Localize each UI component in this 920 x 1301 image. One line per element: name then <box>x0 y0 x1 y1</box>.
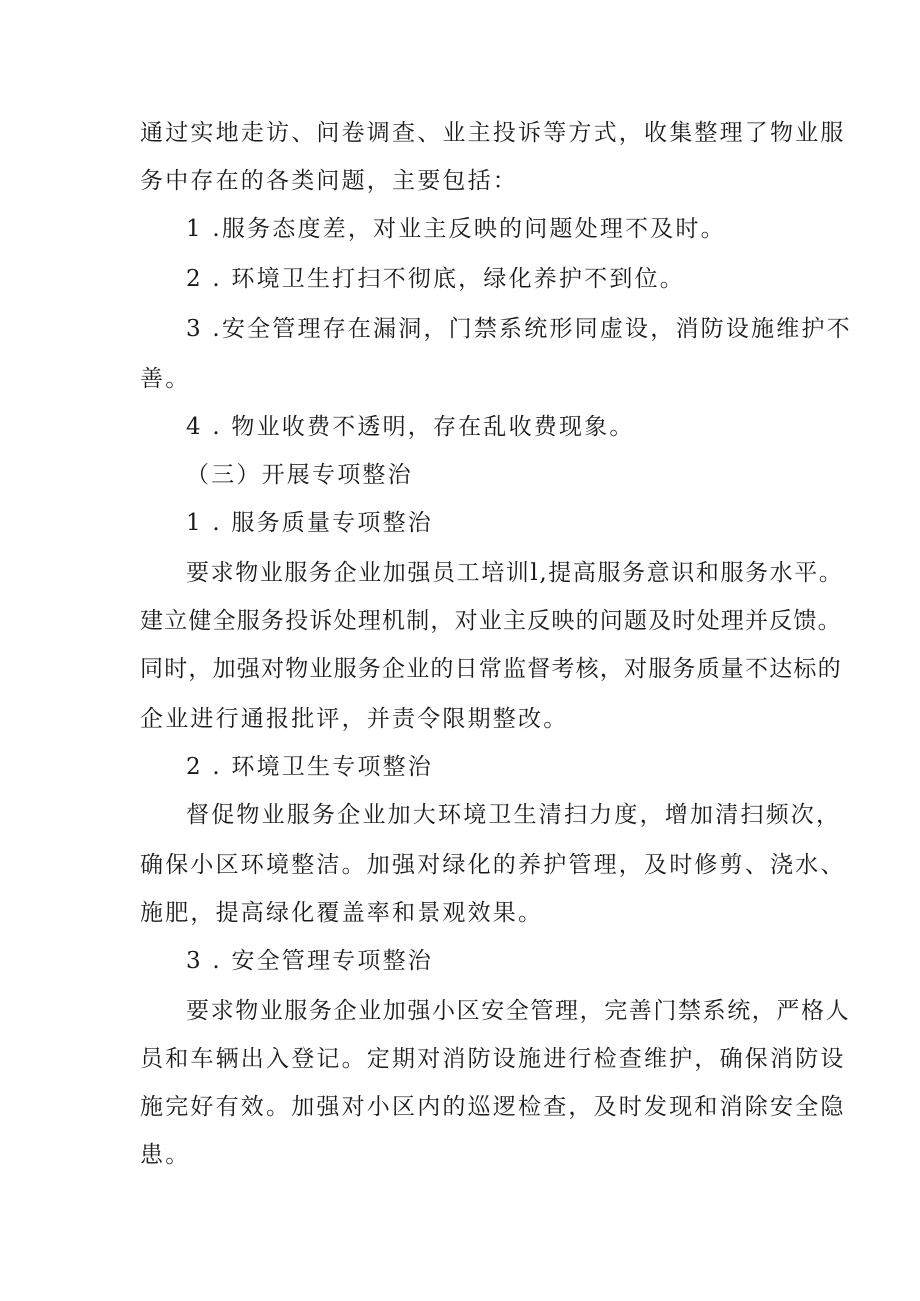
paragraph-line: 务中存在的各类问题，主要包括： <box>140 168 518 194</box>
list-item-continuation: 善。 <box>140 366 191 392</box>
list-item: 3 .安全管理存在漏洞，门禁系统形同虚设，消防设施维护不 <box>186 316 852 342</box>
paragraph-line: 要求物业服务企业加强小区安全管理，完善门禁系统，严格人 <box>186 998 851 1024</box>
list-item: 1 .服务态度差，对业主反映的问题处理不及时。 <box>186 216 726 242</box>
paragraph-line: 通过实地走访、问卷调查、业主投诉等方式，收集整理了物业服 <box>140 120 846 146</box>
subsection-heading: 1 . 服务质量专项整治 <box>186 510 433 536</box>
paragraph-line: 督促物业服务企业加大环境卫生清扫力度，增加清扫频次， <box>186 802 842 828</box>
list-item: 4 . 物业收费不透明，存在乱收费现象。 <box>186 414 635 440</box>
paragraph-line: 建立健全服务投诉处理机制，对业主反映的问题及时处理并反馈。 <box>140 608 842 634</box>
paragraph-line: 员和车辆出入登记。定期对消防设施进行检查维护，确保消防设 <box>140 1046 846 1072</box>
paragraph-line: 要求物业服务企业加强员工培训l,提高服务意识和服务水平。 <box>186 560 844 586</box>
paragraph-line: 确保小区环境整洁。加强对绿化的养护管理，及时修剪、浇水、 <box>140 852 846 878</box>
paragraph-line: 施肥，提高绿化覆盖率和景观效果。 <box>140 900 544 926</box>
paragraph-line: 企业进行通报批评，并责令限期整改。 <box>140 706 569 732</box>
paragraph-line: 施完好有效。加强对小区内的巡逻检查，及时发现和消除安全隐 <box>140 1094 846 1120</box>
subsection-heading: 2 . 环境卫生专项整治 <box>186 754 433 780</box>
subsection-heading: 3 . 安全管理专项整治 <box>186 948 433 974</box>
list-item: 2 . 环境卫生打扫不彻底，绿化养护不到位。 <box>186 266 685 292</box>
paragraph-line: 同时，加强对物业服务企业的日常监督考核，对服务质量不达标的 <box>140 656 842 682</box>
paragraph-line: 患。 <box>140 1142 191 1168</box>
section-heading: （三）开展专项整治 <box>186 462 413 488</box>
